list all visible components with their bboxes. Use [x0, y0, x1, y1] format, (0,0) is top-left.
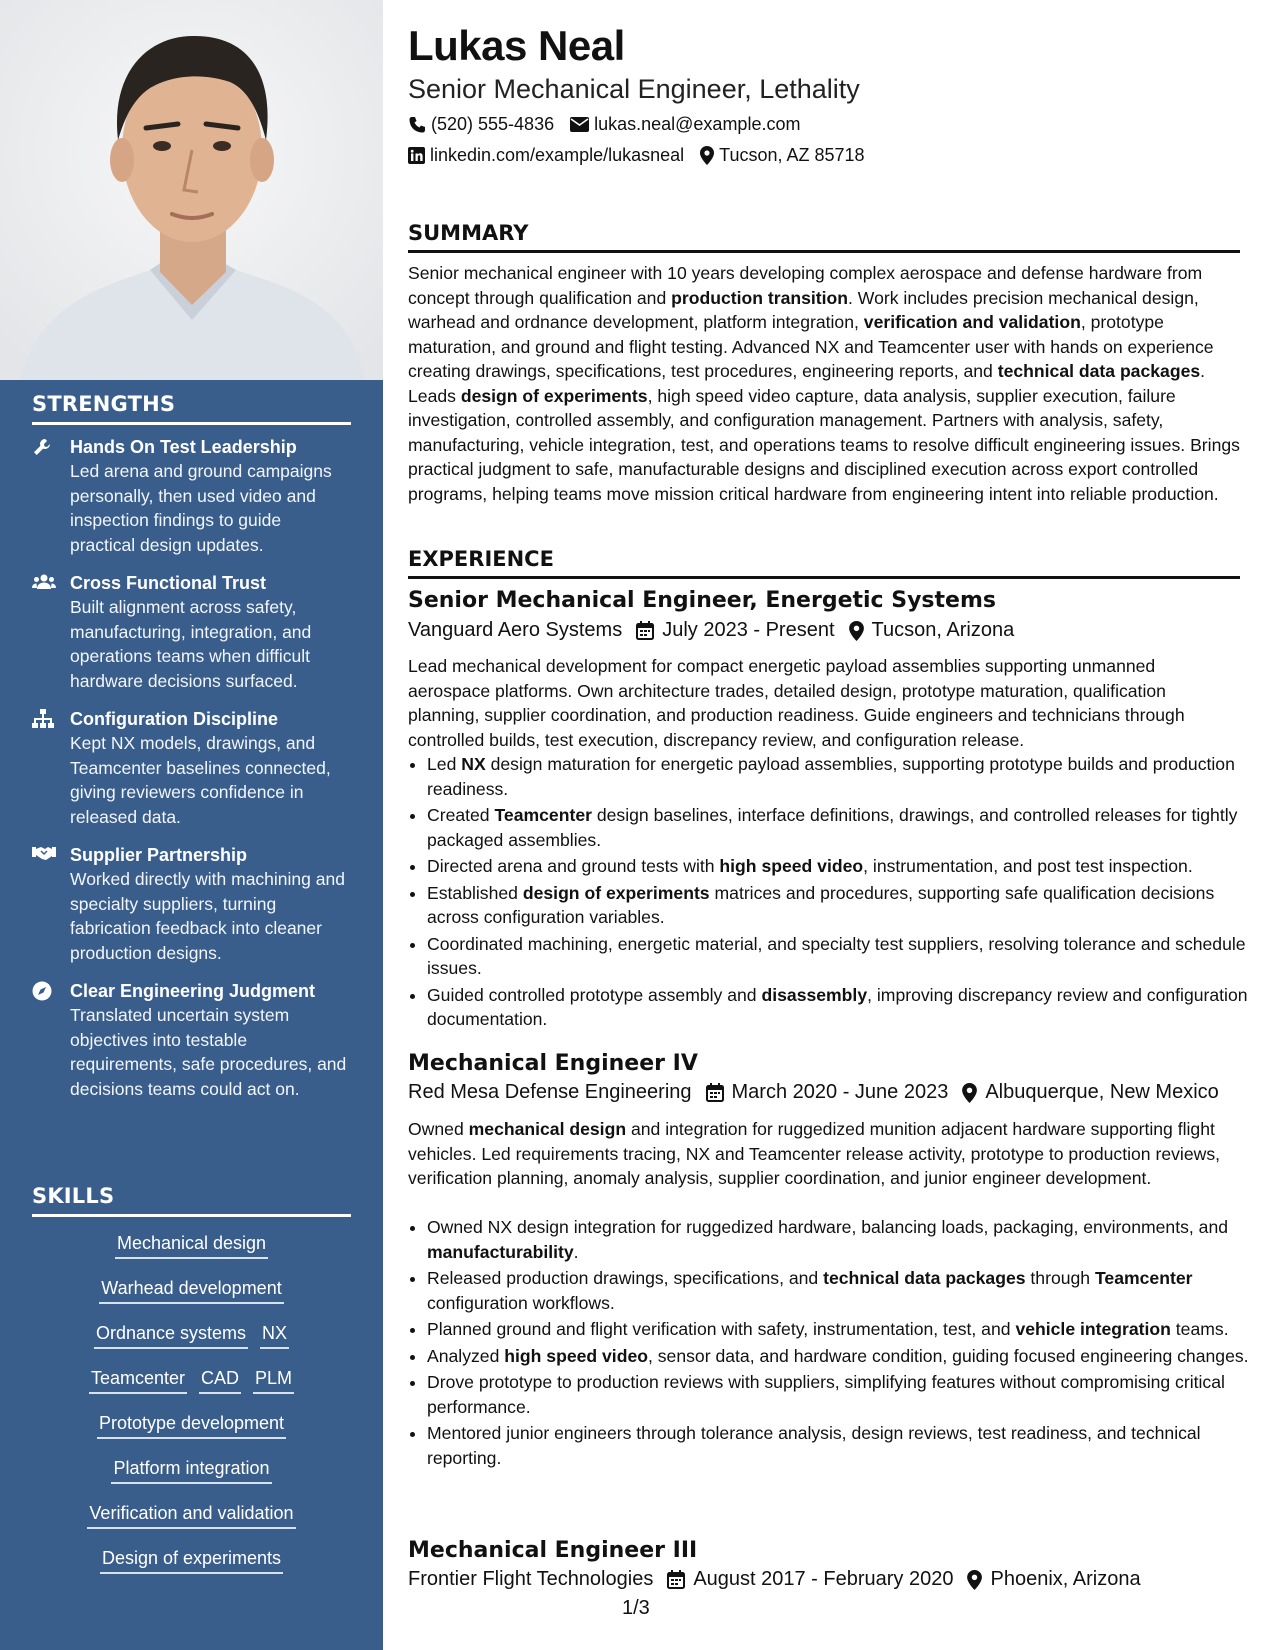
job-bullets: [408, 752, 1259, 1034]
contact-row: [408, 145, 881, 166]
skill-tag: Verification and validation: [87, 1503, 295, 1529]
location-text: Tucson, AZ 85718: [719, 145, 865, 165]
contact-row: [408, 114, 816, 135]
job-bullet: [427, 1421, 1259, 1470]
job-dates: August 2017 - February 2020: [693, 1568, 954, 1590]
job-bullet: [427, 932, 1259, 981]
job-company: Vanguard Aero Systems: [408, 619, 623, 641]
job-bullet: [427, 983, 1259, 1032]
emphasis-text: technical data packages: [823, 1268, 1026, 1288]
emphasis-text: vehicle integration: [1015, 1319, 1171, 1339]
sitemap-icon: [32, 707, 70, 829]
job-location: Phoenix, Arizona: [990, 1568, 1141, 1590]
skill-tag: PLM: [253, 1368, 294, 1394]
handshake-icon: [32, 843, 70, 965]
job-location: Tucson, Arizona: [871, 619, 1015, 641]
text-run: , high speed video capture, data analysis, supplier execution, failure investigation, controlled assembly, and configuration management. Partners with analysis, safety, manufacturing, vehicle integration, test, and operations teams to resolve difficult engineering issues. Brings practical judgment to safe, manufacturable designs and disciplined execution across export controlled programs, helping teams move mission critical hardware from engineering intent into reliable production.: [408, 385, 1240, 504]
strength-desc: Worked directly with machining and specialty suppliers, turning fabrication feedback into cleaner production designs.: [70, 869, 345, 963]
emphasis-text: high speed video: [504, 1345, 648, 1366]
map-pin-icon: [967, 1570, 982, 1590]
skills-list: [32, 1233, 351, 1574]
strength-title: Clear Engineering Judgment: [70, 981, 316, 1001]
strengths-heading: STRENGTHS: [32, 392, 351, 425]
job-title: Senior Mechanical Engineer, Energetic Systems: [408, 588, 996, 613]
job-dates: March 2020 - June 2023: [731, 1081, 949, 1103]
text-run: , improving discrepancy review and configuration documentation.: [427, 984, 1248, 1029]
job-bullet: [427, 1344, 1259, 1369]
job-description: [408, 1117, 1240, 1191]
text-run: Led: [427, 754, 462, 774]
emphasis-text: technical data packages: [997, 361, 1201, 381]
job-location: Albuquerque, New Mexico: [985, 1081, 1219, 1103]
job-bullet: [427, 881, 1259, 930]
job-meta: [408, 1081, 1219, 1104]
text-run: Lead mechanical development for compact energetic payload assemblies supporting unmanned aerospace platforms. Own architecture trades, detailed design, prototype maturation, qualification planning, supplier coordination, and production readiness. Guide engineers and technicians through controlled builds, test execution, discrepancy review, and configuration release.: [408, 656, 1185, 750]
calendar-icon: [706, 1083, 724, 1102]
text-run: Created: [427, 805, 495, 825]
text-run: Senior mechanical engineer with 10 years developing complex aerospace and defense hardware from concept through qualification and: [408, 263, 1203, 308]
text-run: teams.: [1170, 1319, 1229, 1339]
emphasis-text: NX: [461, 754, 486, 774]
strength-desc: Translated uncertain system objectives into testable requirements, safe procedures, and decisions teams could act on.: [70, 1005, 347, 1099]
strength-item: [32, 435, 351, 557]
email-contact[interactable]: [570, 114, 800, 135]
strength-item: [32, 707, 351, 829]
map-pin-icon: [700, 146, 714, 165]
text-run: design maturation for energetic payload assemblies, supporting prototype builds and production readiness.: [427, 754, 1235, 799]
emphasis-text: design of experiments: [522, 882, 710, 903]
wrench-icon: [32, 435, 70, 557]
strength-item: [32, 571, 351, 693]
strength-title: Configuration Discipline: [70, 709, 279, 729]
text-run: configuration workflows.: [427, 1292, 615, 1313]
text-run: Guided controlled prototype assembly and: [427, 984, 762, 1005]
emphasis-text: mechanical design: [468, 1119, 627, 1139]
emphasis-text: design of experiments: [460, 385, 648, 406]
job-bullet: [427, 854, 1259, 879]
strength-item: [32, 979, 351, 1101]
job-bullet: [427, 1215, 1259, 1264]
text-run: Owned NX design integration for ruggedized hardware, balancing loads, packaging, environments, and: [427, 1217, 1229, 1237]
strength-desc: Led arena and ground campaigns personally, then used video and inspection findings to guide practical design updates.: [70, 461, 332, 555]
page-number: 1/3: [622, 1597, 650, 1619]
strength-desc: Kept NX models, drawings, and Teamcenter baselines connected, giving reviewers confidence in released data.: [70, 733, 331, 827]
text-run: and integration for ruggedized munition adjacent hardware supporting flight vehicles. Led requirements tracing, NX and Teamcenter release activity, prototype to production reviews, verification planning, anomaly analysis, supplier coordination, and junior engineer development.: [408, 1119, 1221, 1188]
text-run: , sensor data, and hardware condition, guiding focused engineering changes.: [647, 1345, 1249, 1366]
candidate-name: Lukas Neal: [408, 22, 625, 69]
job-bullet: [427, 1266, 1259, 1315]
text-run: Released production drawings, specifications, and: [427, 1268, 824, 1288]
summary-heading: SUMMARY: [408, 221, 1240, 253]
candidate-role: Senior Mechanical Engineer, Lethality: [408, 74, 860, 104]
profile-photo: [0, 0, 383, 380]
text-run: , prototype maturation, and ground and flight testing. Advanced NX and Teamcenter user with hands on experience creating drawings, specifications, test procedures, engineering reports, and: [408, 312, 1214, 381]
strength-title: Supplier Partnership: [70, 845, 248, 865]
phone-icon: [408, 116, 426, 134]
text-run: Established: [427, 882, 523, 903]
calendar-icon: [636, 621, 654, 640]
job-meta: [408, 1568, 1141, 1591]
skill-tag: NX: [260, 1323, 289, 1349]
text-run: matrices and procedures, supporting safe qualification decisions across configuration variables.: [427, 882, 1215, 927]
job-bullet: [427, 803, 1259, 852]
job-bullet: [427, 1370, 1259, 1419]
users-icon: [32, 571, 70, 693]
text-run: Analyzed: [427, 1345, 505, 1366]
text-run: Drove prototype to production reviews with suppliers, simplifying features without compromising critical performance.: [427, 1372, 1225, 1417]
job-title: Mechanical Engineer III: [408, 1538, 698, 1563]
job-meta: [408, 619, 1014, 642]
emphasis-text: manufacturability: [427, 1241, 574, 1262]
skill-tag: Ordnance systems: [94, 1323, 248, 1349]
job-bullets: [408, 1215, 1259, 1472]
strength-item: [32, 843, 351, 965]
compass-icon: [32, 979, 70, 1101]
text-run: .: [573, 1241, 579, 1262]
text-run: Owned: [408, 1119, 469, 1139]
linkedin-contact[interactable]: [408, 145, 684, 166]
experience-heading: EXPERIENCE: [408, 547, 1240, 579]
map-pin-icon: [962, 1083, 977, 1103]
email-text: lukas.neal@example.com: [594, 114, 801, 134]
map-pin-icon: [849, 621, 864, 641]
linkedin-icon: [408, 147, 425, 164]
job-dates: July 2023 - Present: [662, 619, 835, 641]
calendar-icon: [667, 1570, 685, 1589]
job-description: [408, 654, 1240, 752]
text-run: Coordinated machining, energetic material, and specialty test suppliers, resolving tolerance and schedule issues.: [427, 933, 1246, 978]
job-title: Mechanical Engineer IV: [408, 1051, 698, 1076]
text-run: Mentored junior engineers through tolerance analysis, design reviews, test readiness, and technical reporting.: [427, 1423, 1201, 1468]
skill-tag: Prototype development: [97, 1413, 286, 1439]
skill-tag: Warhead development: [99, 1278, 283, 1304]
job-bullet: [427, 752, 1259, 801]
strength-title: Hands On Test Leadership: [70, 437, 297, 457]
skill-tag: Mechanical design: [115, 1233, 268, 1259]
summary-text: [408, 261, 1240, 506]
text-run: design baselines, interface definitions, drawings, and controlled releases for tightly packaged assemblies.: [427, 805, 1238, 850]
emphasis-text: Teamcenter: [494, 805, 592, 825]
emphasis-text: high speed video: [719, 856, 864, 876]
text-run: through: [1025, 1268, 1095, 1288]
emphasis-text: disassembly: [761, 984, 868, 1005]
emphasis-text: Teamcenter: [1094, 1268, 1193, 1288]
strength-title: Cross Functional Trust: [70, 573, 267, 593]
location-contact: [700, 145, 864, 166]
text-run: , instrumentation, and post test inspection.: [863, 856, 1193, 876]
skill-tag: Teamcenter: [89, 1368, 187, 1394]
text-run: . Leads: [408, 361, 1206, 406]
text-run: . Work includes precision mechanical design, warhead and ordnance development, platform integration,: [408, 287, 1199, 332]
job-bullet: [427, 1317, 1259, 1342]
linkedin-text: linkedin.com/example/lukasneal: [430, 145, 685, 165]
emphasis-text: production transition: [671, 287, 849, 308]
strength-desc: Built alignment across safety, manufacturing, integration, and operations teams when difficult hardware decisions surfaced.: [70, 597, 312, 691]
skills-section: [32, 1184, 351, 1593]
emphasis-text: verification and validation: [863, 312, 1081, 332]
phone-contact[interactable]: [408, 114, 554, 135]
phone-text: (520) 555-4836: [431, 114, 555, 134]
skills-heading: SKILLS: [32, 1184, 351, 1217]
sidebar: [0, 0, 383, 1650]
skill-tag: Platform integration: [111, 1458, 271, 1484]
skill-tag: CAD: [199, 1368, 241, 1394]
job-company: Frontier Flight Technologies: [408, 1568, 654, 1590]
text-run: Directed arena and ground tests with: [427, 856, 720, 876]
envelope-icon: [570, 117, 589, 132]
job-company: Red Mesa Defense Engineering: [408, 1081, 692, 1103]
strengths-section: [32, 392, 351, 1115]
skill-tag: Design of experiments: [100, 1548, 283, 1574]
text-run: Planned ground and flight verification with safety, instrumentation, test, and: [427, 1319, 1016, 1339]
